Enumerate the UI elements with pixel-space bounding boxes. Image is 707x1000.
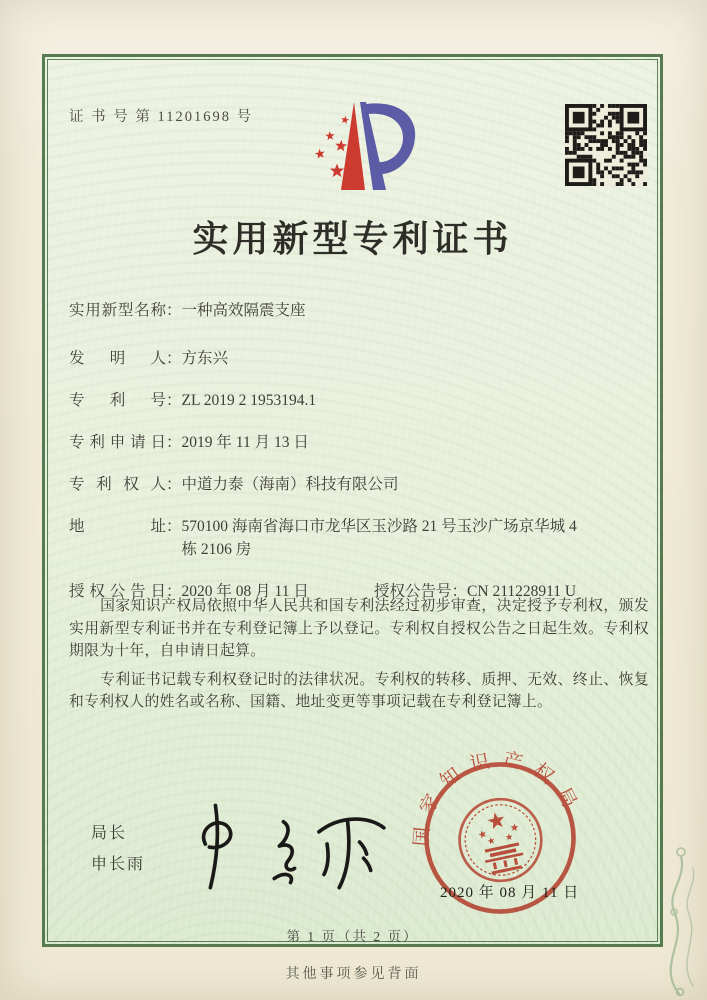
- national-emblem-icon: [452, 792, 549, 889]
- field-row-patent-no: [69, 389, 647, 412]
- field-row-name: [69, 299, 647, 322]
- handwritten-signature-icon: [185, 791, 393, 893]
- colon: ：: [166, 518, 182, 535]
- field-label: 发明人: [69, 350, 166, 367]
- grant-date-label: 授权公告日: [69, 583, 166, 600]
- field-value: 570100 海南省海口市龙华区玉沙路 21 号玉沙广场京华城 4 栋 2106 房: [181, 518, 577, 558]
- field-value: 方东兴: [181, 350, 229, 367]
- colon: ：: [166, 392, 182, 409]
- grant-no-label: 授权公告号: [374, 583, 452, 600]
- field-value: 一种高效隔震支座: [181, 302, 306, 319]
- field-label: 地址: [69, 518, 166, 535]
- signer-title: 局长: [91, 825, 128, 842]
- certificate-number: 证 书 号 第 11201698 号: [69, 109, 254, 125]
- legal-paragraph-2: 专利证书记载专利权登记时的法律状况。专利权的转移、质押、无效、终止、恢复和专利权人的姓名或名称、国籍、地址变更等事项记载在专利登记簿上。: [69, 671, 649, 710]
- cnipa-logo-icon: [293, 97, 423, 197]
- page-number: 第 1 页（共 2 页）: [286, 929, 419, 944]
- legal-paragraph-1: 国家知识产权局依照中华人民共和国专利法经过初步审查，决定授予专利权，颁发实用新型专利证书并在专利登记簿上予以登记。专利权自授权公告之日起生效。专利权期限为十年，自申请日起算。: [69, 598, 649, 659]
- grant-date-value: 2020 年 08 月 11 日: [181, 583, 309, 600]
- legal-text: [69, 595, 649, 714]
- field-row-patentee: [69, 473, 647, 496]
- field-row-filing-date: [69, 431, 647, 454]
- seal-svg: [403, 741, 597, 935]
- field-label: 专利申请日: [69, 434, 166, 451]
- ornament-svg: [635, 836, 707, 996]
- field-row-inventor: [69, 347, 647, 370]
- seal-date: 2020 年 08 月 11 日: [440, 885, 580, 901]
- cnipa-logo-svg: [293, 97, 423, 197]
- colon: ：: [166, 350, 182, 367]
- field-row-address: [69, 515, 647, 561]
- field-value: ZL 2019 2 1953194.1: [181, 392, 317, 409]
- colon: ：: [166, 434, 182, 451]
- back-note: 其他事项参见背面: [285, 967, 422, 982]
- certificate-fields: [69, 299, 647, 603]
- signer-name: 申长雨: [91, 856, 146, 873]
- national-ip-administration-seal: [403, 741, 597, 935]
- svg-text:国家知识产权局: [403, 741, 586, 854]
- qr-code: [565, 104, 647, 186]
- edge-ornament-icon: [635, 836, 707, 996]
- field-value: 中道力泰（海南）科技有限公司: [181, 476, 399, 493]
- seal-text: 国家知识产权局: [411, 749, 585, 848]
- certificate-frame: [42, 54, 663, 947]
- grant-no-value: CN 211228911 U: [467, 583, 577, 600]
- qr-code-svg: [565, 104, 647, 186]
- certificate-title: 实用新型专利证书: [192, 219, 513, 259]
- colon: ：: [166, 583, 182, 600]
- field-value: 2019 年 11 月 13 日: [181, 434, 309, 451]
- field-label: 专利号: [69, 392, 166, 409]
- colon: ：: [166, 476, 182, 493]
- colon: ：: [451, 583, 468, 600]
- field-label: 专利权人: [69, 476, 166, 493]
- signature-svg: [185, 791, 393, 893]
- colon: ：: [166, 302, 182, 319]
- field-label: 实用新型名称: [69, 302, 166, 319]
